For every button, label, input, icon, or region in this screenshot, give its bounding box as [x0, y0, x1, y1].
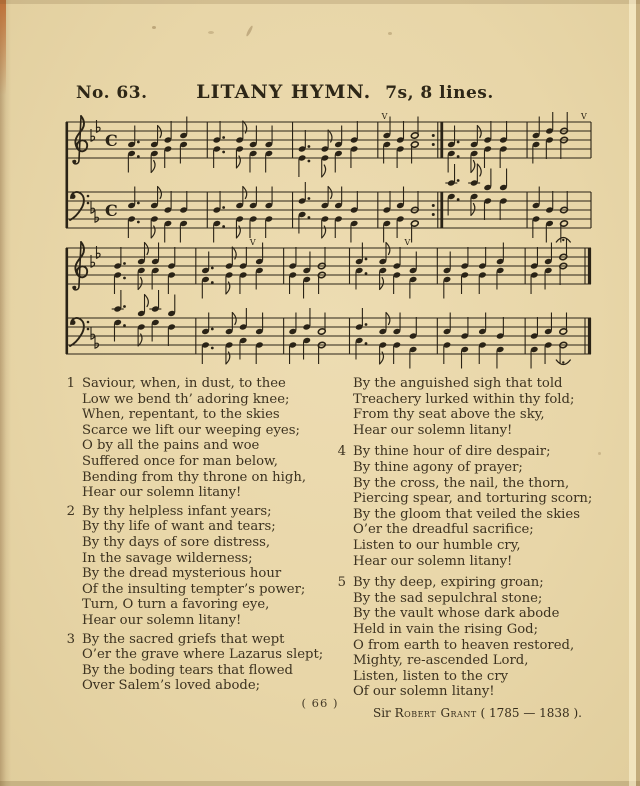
hymn-number: No. 63.	[76, 83, 148, 103]
verse-number: 1	[66, 376, 75, 391]
verse-line: Scarce we lift our weeping eyes;	[82, 422, 300, 438]
author-prefix: Sir	[372, 705, 395, 720]
svg-text:V: V	[404, 238, 411, 247]
verse-line: O’er the grave where Lazarus slept;	[82, 647, 324, 663]
verse-line: Listen, listen to the cry	[353, 668, 509, 684]
sheet-music	[64, 112, 594, 370]
author-dates: ( 1785 — 1838 ).	[476, 705, 582, 720]
verse-line: From thy seat above the sky,	[353, 407, 545, 423]
verse-line: By the gloom that veiled the skies	[353, 506, 580, 522]
verse-line: By the dread mysterious hour	[82, 566, 282, 582]
verse-line: Mighty, re-ascended Lord,	[353, 653, 529, 669]
verse-line: Saviour, when, in dust, to thee	[82, 376, 286, 391]
verse-number	[331, 376, 346, 438]
verse-line: Bending from thy throne on high,	[82, 469, 307, 485]
verse-line: By thy helpless infant years;	[82, 503, 272, 519]
verse-line: Hear our solemn litany!	[82, 485, 242, 501]
verse-number: 4	[337, 444, 346, 460]
verse	[60, 376, 313, 501]
verse-line: Hear our solemn litany!	[353, 553, 513, 569]
verse-line: Over Salem’s loved abode;	[82, 678, 261, 694]
hymn-text	[60, 376, 593, 720]
verse-column-right	[331, 376, 593, 720]
verse-line: By thy deep, expiring groan;	[353, 575, 544, 591]
verse	[331, 575, 584, 700]
verse-line: Of the insulting tempter’s power;	[82, 581, 306, 597]
verse	[331, 376, 584, 438]
verse-number: 2	[66, 503, 75, 519]
page-corner-tint	[0, 0, 6, 95]
verse-line: In the savage wilderness;	[82, 550, 253, 566]
scan-speck	[388, 32, 392, 35]
svg-text:V: V	[580, 112, 587, 121]
page-edge-right	[629, 0, 636, 786]
verse-line: When, repentant, to the skies	[82, 407, 280, 423]
verse-line: By the cross, the nail, the thorn,	[353, 475, 570, 491]
svg-text:V: V	[249, 238, 256, 247]
svg-text:C: C	[105, 201, 118, 220]
svg-text:V: V	[381, 112, 388, 121]
verse	[60, 504, 313, 629]
scan-speck	[245, 25, 253, 37]
verse-line: O by all the pains and woe	[82, 438, 260, 454]
verse-number: 3	[66, 631, 75, 647]
verse-line: By thy life of want and tears;	[82, 519, 276, 535]
verse-line: O’er the dreadful sacrifice;	[353, 522, 534, 538]
verse-line: By the sad sepulchral stone;	[353, 590, 543, 606]
scan-speck	[208, 31, 214, 34]
verse-line: By thine agony of prayer;	[353, 459, 523, 475]
verse-line: Hear our solemn litany!	[353, 422, 513, 438]
verse-line: Held in vain the rising God;	[353, 621, 539, 637]
verse-line: O from earth to heaven restored,	[353, 637, 575, 653]
meter-label: 7s, 8 lines.	[385, 83, 494, 103]
verse-line: By the sacred griefs that wept	[82, 631, 285, 647]
verse-line: Treachery lurked within thy fold;	[353, 391, 575, 407]
verse-line: Piercing spear, and torturing scorn;	[353, 491, 593, 507]
verse-number: 5	[337, 575, 346, 591]
page-edge-left	[0, 0, 11, 786]
svg-text:C: C	[105, 131, 118, 150]
verse-line: Hear our solemn litany!	[82, 612, 242, 628]
scan-speck	[598, 452, 601, 455]
verse-line: Low we bend th’ adoring knee;	[82, 391, 290, 407]
verse-line: By the boding tears that flowed	[82, 662, 293, 678]
verse-line: By the vault whose dark abode	[353, 606, 560, 622]
page-edge-top	[0, 0, 640, 4]
page-title	[110, 81, 580, 103]
verse-line: By thine hour of dire despair;	[353, 444, 551, 460]
scan-speck	[152, 26, 156, 29]
verse-line: Listen to our humble cry,	[353, 537, 521, 553]
verse-line: Turn, O turn a favoring eye,	[82, 597, 270, 613]
verse-line: Of our solemn litany!	[353, 684, 495, 700]
page-number: ( 66 )	[301, 696, 339, 710]
verse	[60, 631, 324, 694]
verse-line: By thy days of sore distress,	[82, 534, 271, 550]
hymn-title: LITANY HYMN.	[196, 81, 372, 103]
verse	[331, 444, 593, 569]
author-name: Robert Grant	[394, 705, 477, 720]
page-edge-right-shadow	[636, 0, 640, 786]
verse-line: By the anguished sigh that told	[353, 376, 563, 391]
page-edge-bottom	[0, 781, 640, 786]
verse-line: Suffered once for man below,	[82, 453, 278, 469]
